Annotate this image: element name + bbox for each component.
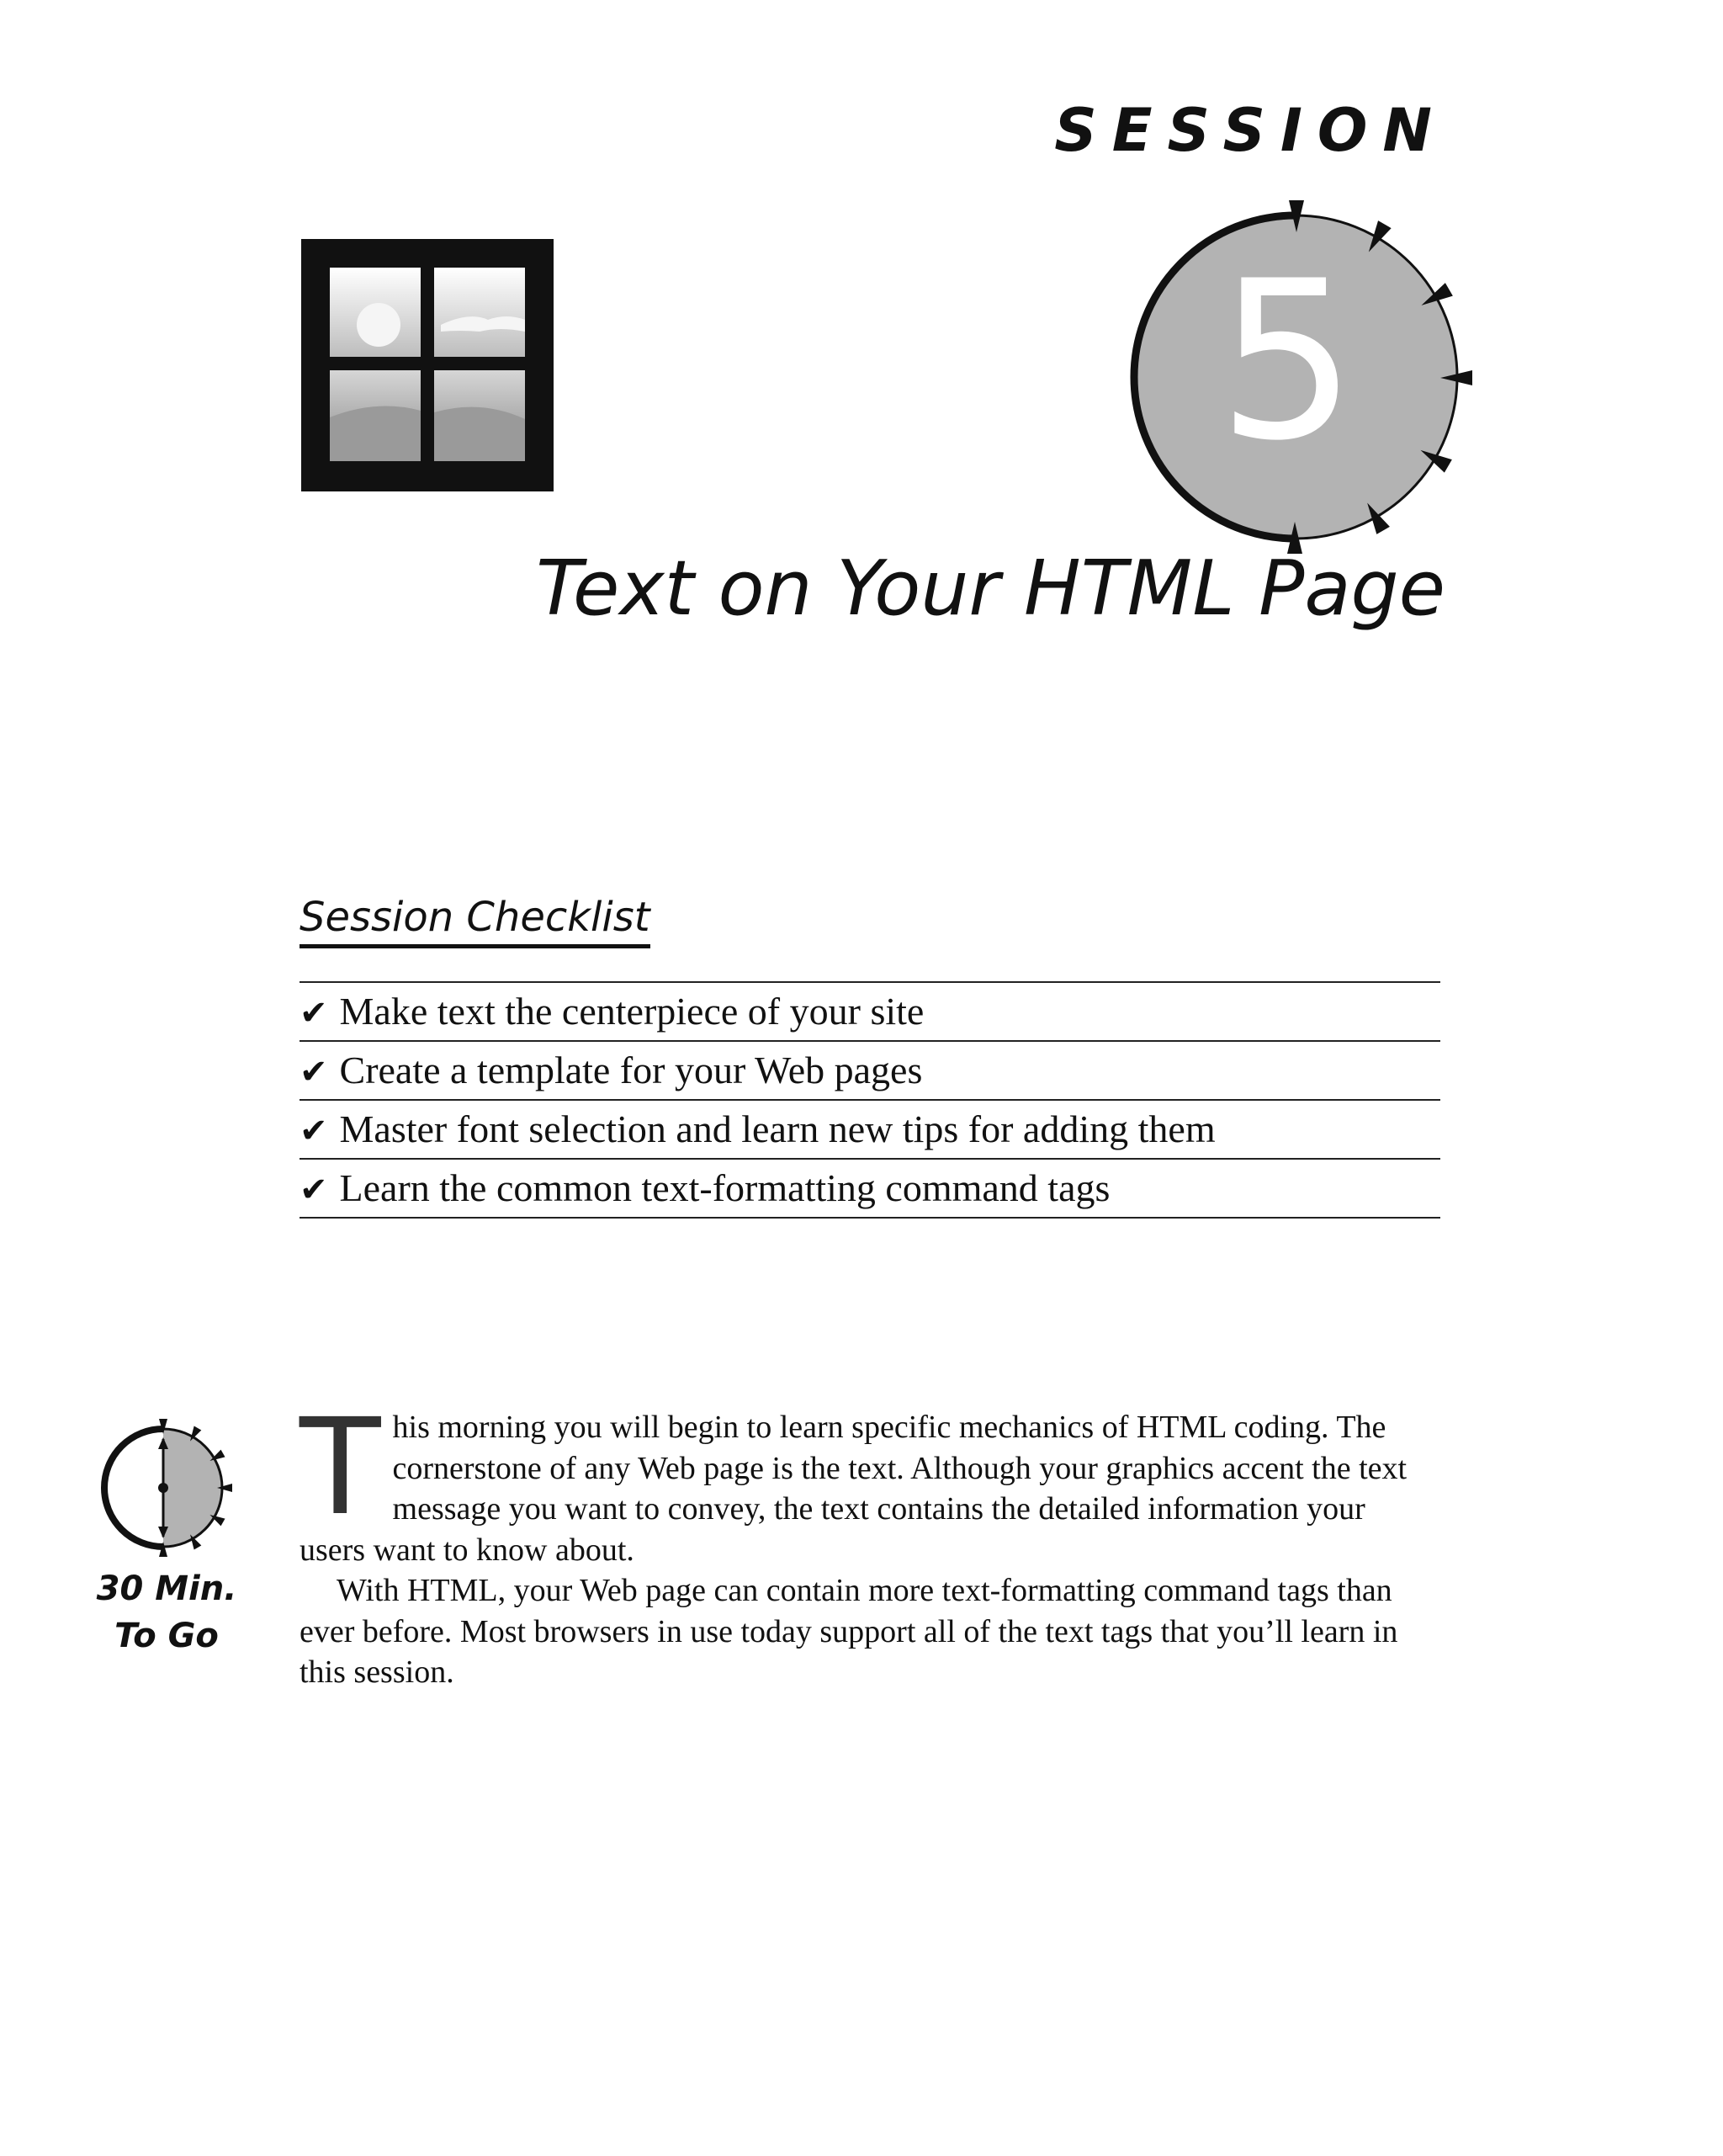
time-remaining-minutes: 30 Min. — [96, 1569, 237, 1608]
checklist-item — [300, 1160, 1440, 1219]
checklist-item — [300, 1042, 1440, 1101]
window-picture-icon — [301, 239, 554, 491]
checklist-heading: Session Checklist — [300, 894, 650, 948]
paragraph-2: With HTML, your Web page can contain more text-formatting command tags than ever before. Most browsers in use today support all of the text tags that you’ll learn in this session. — [300, 1573, 1398, 1690]
session-number: 5 — [1217, 235, 1357, 489]
checklist-item-text: Learn the common text-formatting command tags — [339, 1166, 1111, 1209]
checkmark-icon: ✔ — [300, 1112, 328, 1150]
checkmark-icon: ✔ — [300, 994, 328, 1033]
checklist-item-text: Make text the centerpiece of your site — [339, 990, 925, 1033]
chapter-title: Text on Your HTML Page — [536, 544, 1445, 633]
body-text — [300, 1390, 1437, 1693]
paragraph-1 — [300, 1390, 1437, 1570]
drop-cap: T — [300, 1390, 381, 1545]
checklist-item — [300, 983, 1440, 1042]
timer-half-icon — [91, 1412, 242, 1564]
checklist-item — [300, 1101, 1440, 1160]
checkmark-icon: ✔ — [300, 1053, 328, 1091]
paragraph-1-text: his morning you will begin to learn specific mechanics of HTML coding. The cornerstone of any Web page is the text. Although your graphics accent the text message you want to convey, the text contains the detailed information your users want to know about. — [300, 1410, 1408, 1568]
checklist-item-text: Create a template for your Web pages — [339, 1049, 923, 1091]
checklist-item-text: Master font selection and learn new tips for adding them — [339, 1107, 1216, 1150]
time-remaining-to-go: To Go — [114, 1617, 219, 1655]
session-checklist — [300, 981, 1440, 1219]
time-remaining-label — [84, 1565, 249, 1659]
session-label: SESSION — [1054, 96, 1447, 165]
checkmark-icon: ✔ — [300, 1171, 328, 1209]
